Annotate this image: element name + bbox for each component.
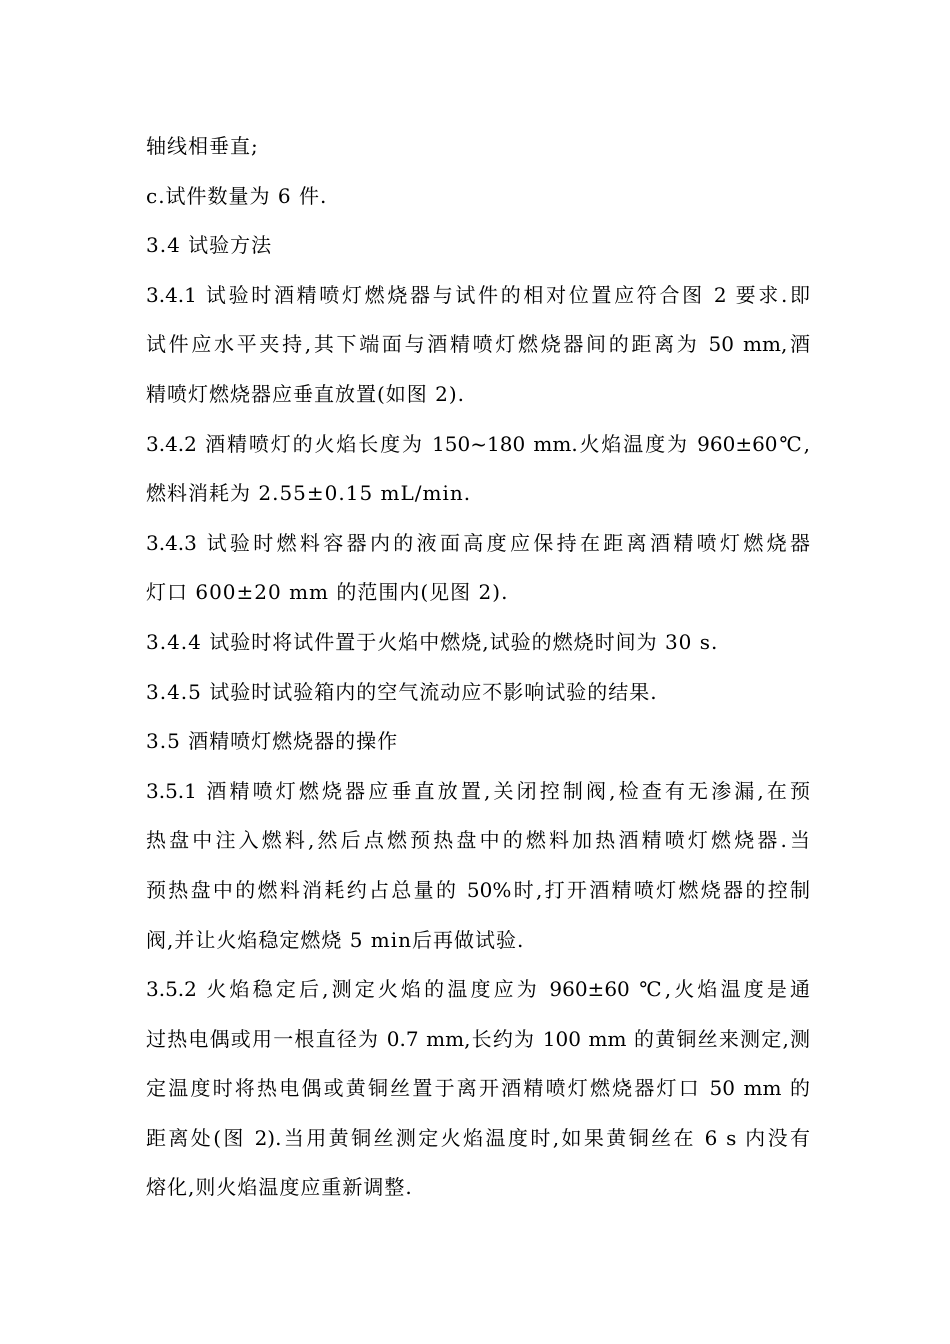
text-line: 3.4.5 试验时试验箱内的空气流动应不影响试验的结果.	[146, 679, 658, 704]
section-heading: 3.5 酒精喷灯燃烧器的操作	[146, 729, 399, 754]
text-line: 精喷灯燃烧器应垂直放置(如图 2).	[146, 381, 466, 406]
text-line: 距离处(图 2).当用黄铜丝测定火焰温度时,如果黄铜丝在 6 s 内没有	[146, 1125, 810, 1150]
text-line: 熔化,则火焰温度应重新调整.	[146, 1175, 413, 1200]
text-line: 3.4.1 试验时酒精喷灯燃烧器与试件的相对位置应符合图 2 要求.即	[146, 282, 810, 307]
text-line: 灯口 600±20 mm 的范围内(见图 2).	[146, 580, 509, 605]
text-line: 3.5.1 酒精喷灯燃烧器应垂直放置,关闭控制阀,检查有无渗漏,在预	[146, 778, 810, 803]
text-line: 定温度时将热电偶或黄铜丝置于离开酒精喷灯燃烧器灯口 50 mm 的	[146, 1076, 810, 1101]
text-line: 燃料消耗为 2.55±0.15 mL/min.	[146, 481, 472, 506]
text-line: 预热盘中的燃料消耗约占总量的 50%时,打开酒精喷灯燃烧器的控制	[146, 877, 810, 902]
text-line: 3.5.2 火焰稳定后,测定火焰的温度应为 960±60 ℃,火焰温度是通	[146, 977, 810, 1002]
text-line: 试件应水平夹持,其下端面与酒精喷灯燃烧器间的距离为 50 mm,酒	[146, 332, 810, 357]
text-line: c.试件数量为 6 件.	[146, 183, 328, 208]
text-line: 3.4.3 试验时燃料容器内的液面高度应保持在距离酒精喷灯燃烧器	[146, 530, 810, 555]
document-page	[146, 128, 810, 1219]
text-line: 阀,并让火焰稳定燃烧 5 min后再做试验.	[146, 927, 525, 952]
text-line: 轴线相垂直;	[146, 134, 259, 158]
text-line: 热盘中注入燃料,然后点燃预热盘中的燃料加热酒精喷灯燃烧器.当	[146, 828, 810, 853]
text-line: 3.4.2 酒精喷灯的火焰长度为 150~180 mm.火焰温度为 960±60℃,	[146, 431, 810, 456]
text-line: 过热电偶或用一根直径为 0.7 mm,长约为 100 mm 的黄铜丝来测定,测	[146, 1026, 810, 1051]
text-line: 3.4.4 试验时将试件置于火焰中燃烧,试验的燃烧时间为 30 s.	[146, 629, 719, 654]
section-heading: 3.4 试验方法	[146, 233, 273, 258]
